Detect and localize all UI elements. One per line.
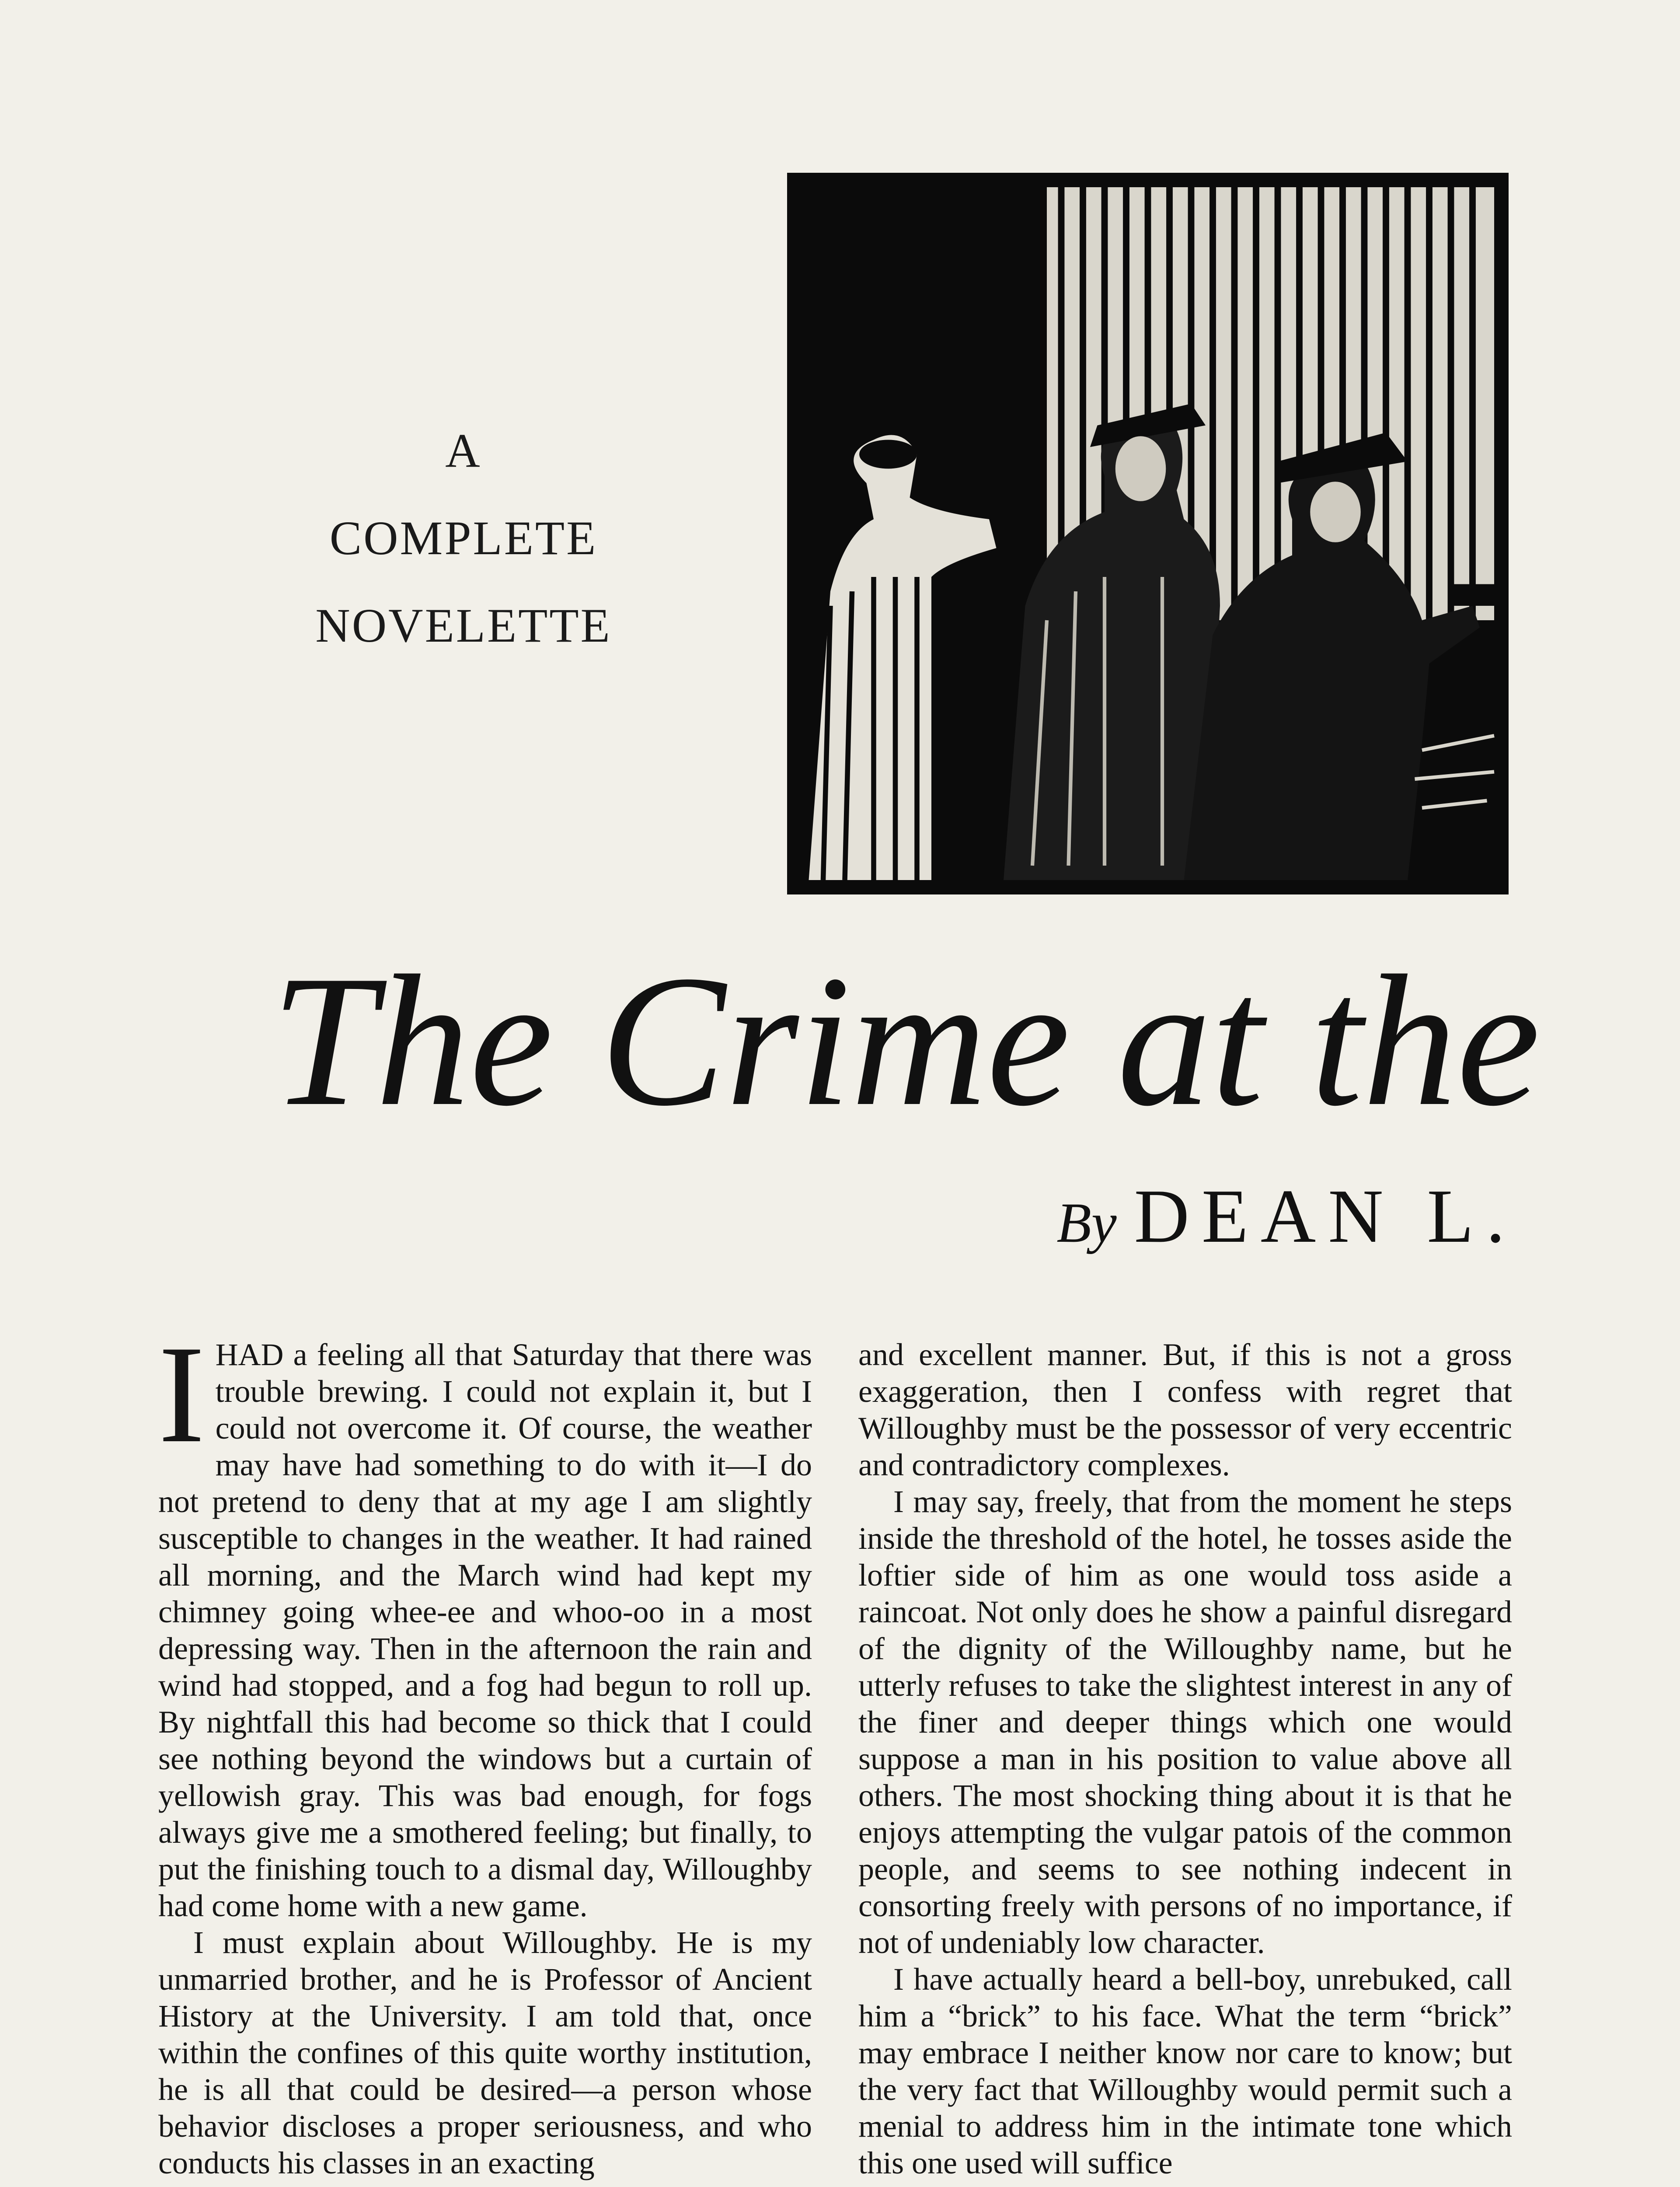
woodcut-figures-illustration [787, 173, 1509, 894]
paragraph: I may say, freely, that from the moment he steps inside the threshold of the hotel, he tosses aside the loftier side of him as one would toss aside a raincoat. Not only does he show a painful disregard of the dignity of the Willoughby name, but he utterly refuses to take the slightest interest in any of the finer and deeper things which one would suppose a man in his position to value above all others. The most shocking thing about it is that he enjoys attempting the vulgar patois of the common people, and seems to see nothing indecent in consorting freely with persons of no importance, if not of undeniably low character. [858, 1484, 1512, 1960]
byline [787, 1172, 1517, 1260]
byline-prefix: By [1056, 1191, 1117, 1254]
paragraph-text: HAD a feeling all that Saturday that there was trouble brewing. I could not explain it, but I could not overcome it. Of course, the weather may have had something to do with it—I do not pretend to deny that at my age I am slightly susceptible to changes in the weather. It had rained all morning, and the March wind had kept my chimney going whee-ee and whoo-oo in a most depressing way. Then in the afternoon the rain and wind had stopped, and a fog had begun to roll up. By nightfall this had become so thick that I could see nothing beyond the windows but a curtain of yellowish gray. This was bad enough, for fogs always give me a smothered feeling; but finally, to put the finishing touch to a dismal day, Willoughby had come home with a new game. [158, 1337, 812, 1923]
author-name: DEAN L. [1134, 1174, 1517, 1258]
right-text-column [858, 1336, 1512, 2181]
drop-cap: I [158, 1317, 205, 1472]
paragraph: I must explain about Willoughby. He is my unmarried brother, and he is Professor of Ancient History at the University. I am told that, once within the confines of this quite worthy institution, he is all that could be desired—a person whose behavior discloses a proper seriousness, and who conducts his classes in an exacting [158, 1925, 812, 2180]
kicker-line: NOVELETTE [315, 599, 612, 652]
paragraph: I have actually heard a bell-boy, unrebuked, call him a “brick” to his face. What the term “brick” may embrace I neither know nor care to know; but the very fact that Willoughby would permit such a menial to address him in the intimate tone which this one used will suffice [858, 1962, 1512, 2180]
kicker-line: COMPLETE [329, 511, 598, 565]
kicker-line: A [445, 424, 482, 477]
story-illustration [787, 173, 1509, 894]
left-text-column [158, 1317, 812, 2181]
story-kicker [245, 407, 682, 669]
story-title: The Crime at the [271, 937, 1541, 1145]
opening-paragraph [158, 1317, 812, 1924]
paragraph: and excellent manner. But, if this is not a gross exaggeration, then I confess with regret that Willoughby must be the possessor of very eccentric and contradictory complexes. [858, 1337, 1512, 1482]
